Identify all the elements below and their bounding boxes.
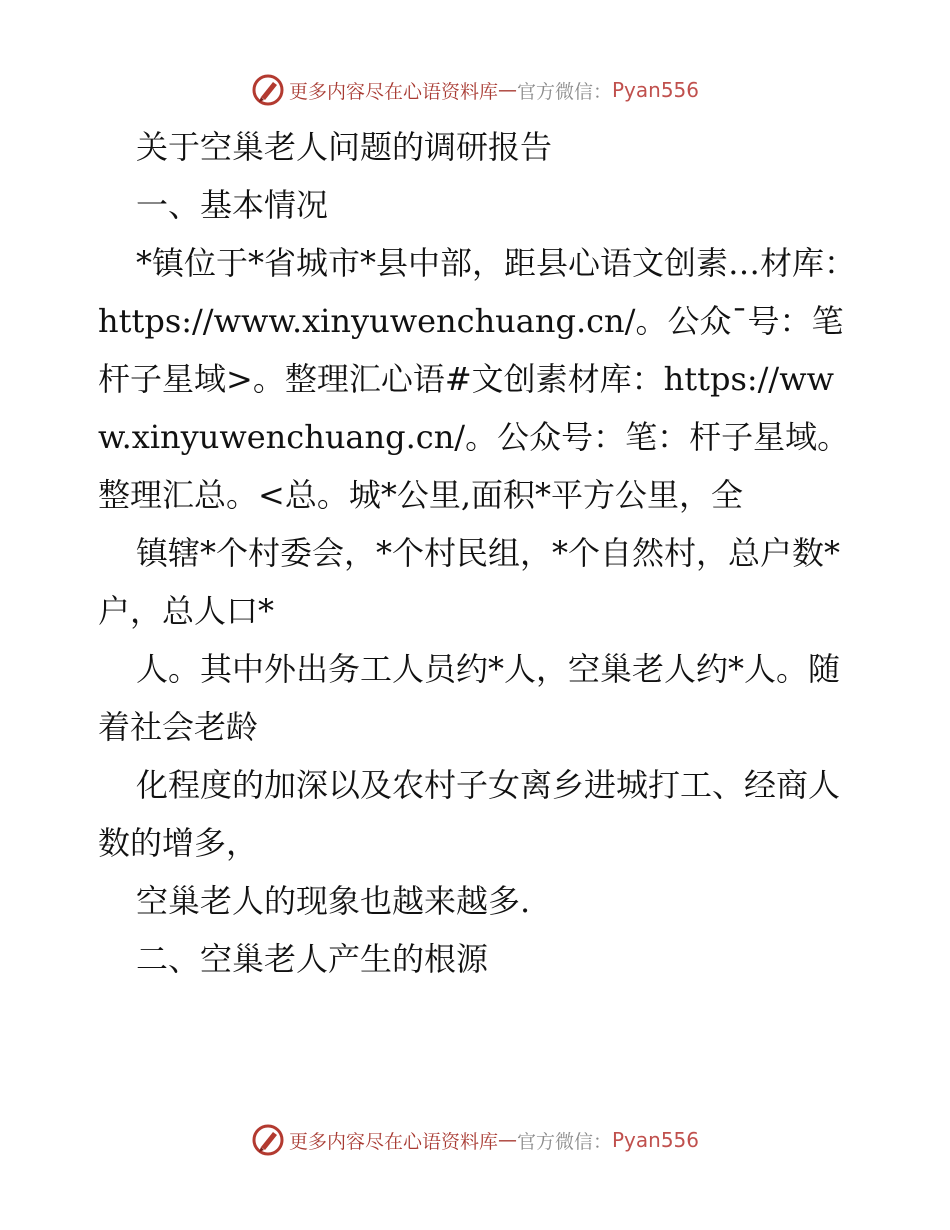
section-heading-1: 一、基本情况 <box>136 186 329 224</box>
footer-brand-text: 更多内容尽在心语资料库 <box>288 1130 498 1153</box>
header-banner <box>0 70 950 110</box>
pen-circle-logo-icon <box>251 1123 285 1157</box>
paragraph: 镇辖*个村委会，*个村民组，*个自然村，总户数*户，总人口* <box>98 534 841 630</box>
footer-wechat-label: 官方微信： <box>516 1130 612 1153</box>
document-title: 关于空巢老人问题的调研报告 <box>136 128 553 166</box>
footer-dash: — <box>497 1129 517 1151</box>
header-wechat-label: 官方微信： <box>516 80 612 103</box>
section-heading-2: 二、空巢老人产生的根源 <box>136 940 489 978</box>
paragraph: 人。其中外出务工人员约*人，空巢老人约*人。随着社会老龄 <box>98 650 841 746</box>
header-brand-text: 更多内容尽在心语资料库 <box>288 80 498 103</box>
footer-banner <box>0 1120 950 1160</box>
header-dash: — <box>497 79 517 101</box>
pen-circle-logo-icon <box>251 73 285 107</box>
paragraph: *镇位于*省城市*县中部，距县心语文创素…材库：https://www.xinyuwenchuang.cn/。公众¯号：笔杆子星域>。整理汇心语#文创素材库：https://www.xinyuwenchuang.cn/。公众号：笔：杆子星域。整理汇总。<总。城*公里,面积*平方公里，全 <box>98 244 857 514</box>
paragraph: 空巢老人的现象也越来越多. <box>136 882 531 920</box>
header-wechat-id: Pyan556 <box>612 78 700 102</box>
footer-wechat-id: Pyan556 <box>612 1128 700 1152</box>
document-body <box>98 118 858 988</box>
paragraph: 化程度的加深以及农村子女离乡进城打工、经商人数的增多， <box>98 766 841 862</box>
